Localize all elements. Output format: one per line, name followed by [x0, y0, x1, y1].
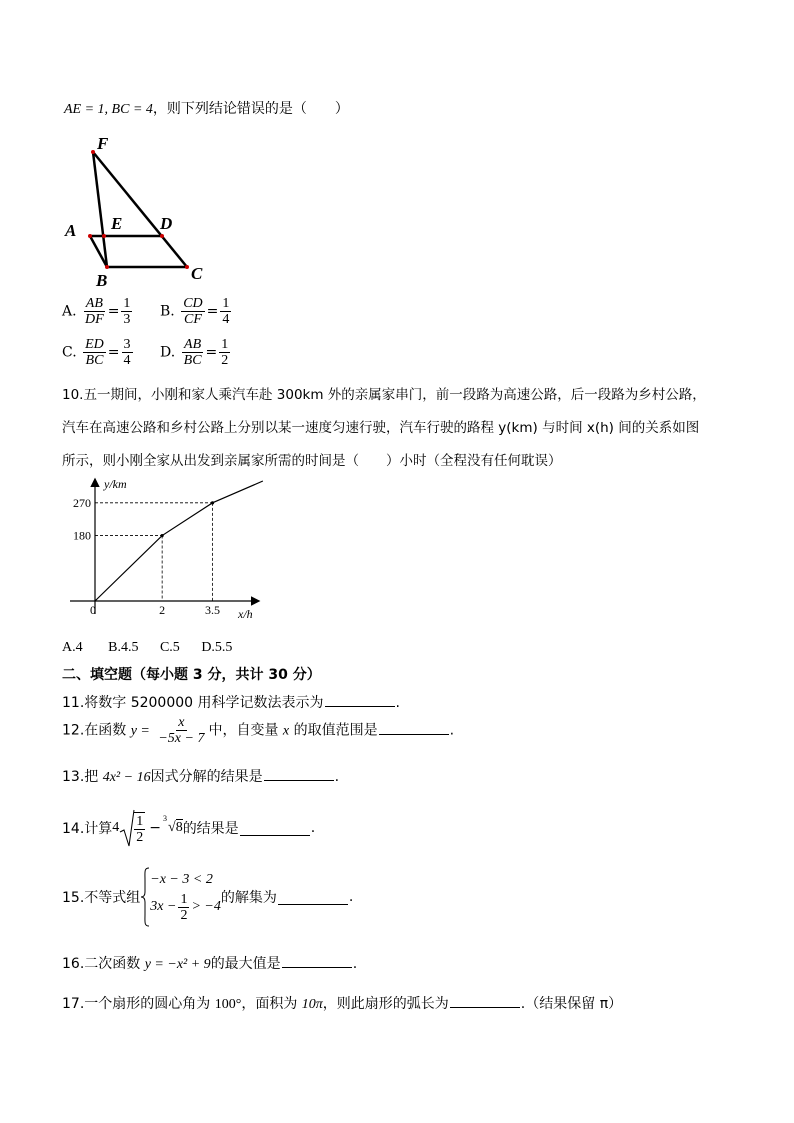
sqrt-sign-icon: [119, 808, 135, 848]
label-b: B: [96, 271, 108, 290]
q16: 16.二次函数 y = −x² + 9的最大值是 .: [62, 953, 357, 973]
y-tick-label: 270: [73, 495, 91, 510]
q17-answer-blank[interactable]: [450, 993, 520, 1008]
label-f: F: [97, 134, 109, 153]
q10-option-c: C.5: [159, 640, 180, 655]
q9-triangle-figure: [60, 132, 220, 292]
q17: 17.一个扇形的圆心角为 100°，面积为 10π，则此扇形的弧长为 .（结果保留 π）: [62, 993, 622, 1013]
q10-line-1: 10.五一期间，小刚和家人乘汽车赴 300km 外的亲属家串门，前一段路为高速公路，后一段路为乡村公路，: [62, 387, 706, 403]
q10-distance-time-chart: [60, 474, 270, 624]
x-tick-label: 2: [159, 603, 166, 617]
q11-answer-blank[interactable]: [325, 692, 395, 707]
segment-fb: [93, 152, 107, 267]
x-axis-label: x/h: [238, 607, 253, 621]
label-a: A: [65, 221, 77, 240]
label-c: C: [191, 264, 203, 283]
q16-answer-blank[interactable]: [282, 953, 352, 968]
q10-option-a: A.4: [62, 640, 83, 655]
section-title: 二、填空题（每小题 3 分，共计 30 分）: [62, 667, 321, 683]
q9-stem: [64, 98, 349, 118]
q9-option-b: B. $\frac{CD}{CF}$ = $\frac{1}{4}$: [160, 296, 230, 327]
x-tick-label: 3.5: [205, 603, 221, 617]
label-e: E: [111, 214, 123, 233]
q9-option-c: C. $\frac{ED}{BC}$ = $\frac{3}{4}$: [62, 337, 131, 368]
q13-answer-blank[interactable]: [264, 766, 334, 781]
q10-options: [62, 640, 232, 656]
q10-line-3: 所示，则小刚全家从出发到亲属家所需的时间是（ ）小时（全程没有任何耽误）: [62, 453, 562, 469]
q13: 13.把 4x² − 16因式分解的结果是 .: [62, 766, 339, 786]
x-tick-label: 0: [90, 603, 96, 617]
brace-icon: [140, 866, 150, 928]
q11: 11.将数字 5200000 用科学记数法表示为 .: [62, 692, 400, 712]
q15-answer-blank[interactable]: [278, 890, 348, 905]
q9-option-a: A. $\frac{AB}{DF}$ = $\frac{1}{3}$: [62, 296, 131, 327]
q9-stem-text: ，则下列结论错误的是（ ）: [152, 101, 349, 117]
segment-fc: [93, 152, 187, 267]
q9-stem-math: AE = 1, BC = 4: [64, 102, 153, 117]
q10-line-2: 汽车在高速公路和乡村公路上分别以某一速度匀速行驶，汽车行驶的路程 y(km) 与时间 x(h) 间的关系如图: [62, 420, 700, 436]
q14: 14.计算 4 $\frac{1}{2}$ − 3 √8 的结果是 .: [62, 808, 315, 848]
q15: 15.不等式组 −x − 3 < 2 3x − $\frac{1}{2}$ > −4 的解集为 .: [62, 866, 353, 928]
y-axis-label: y/km: [104, 477, 127, 491]
q12-answer-blank[interactable]: [379, 720, 449, 735]
y-tick-label: 180: [73, 528, 91, 543]
q12: 12.在函数 y = $\frac{x}{-5x - 7}$ 中，自变量 x 的取值范围是 .: [62, 715, 455, 746]
q10-option-b: B.4.5: [108, 640, 139, 655]
series-line: [95, 481, 263, 601]
q10-option-d: D.5.5: [201, 640, 233, 655]
label-d: D: [160, 214, 173, 233]
q14-answer-blank[interactable]: [240, 821, 310, 836]
q9-option-d: D. $\frac{AB}{BC}$ = $\frac{1}{2}$: [160, 337, 229, 368]
